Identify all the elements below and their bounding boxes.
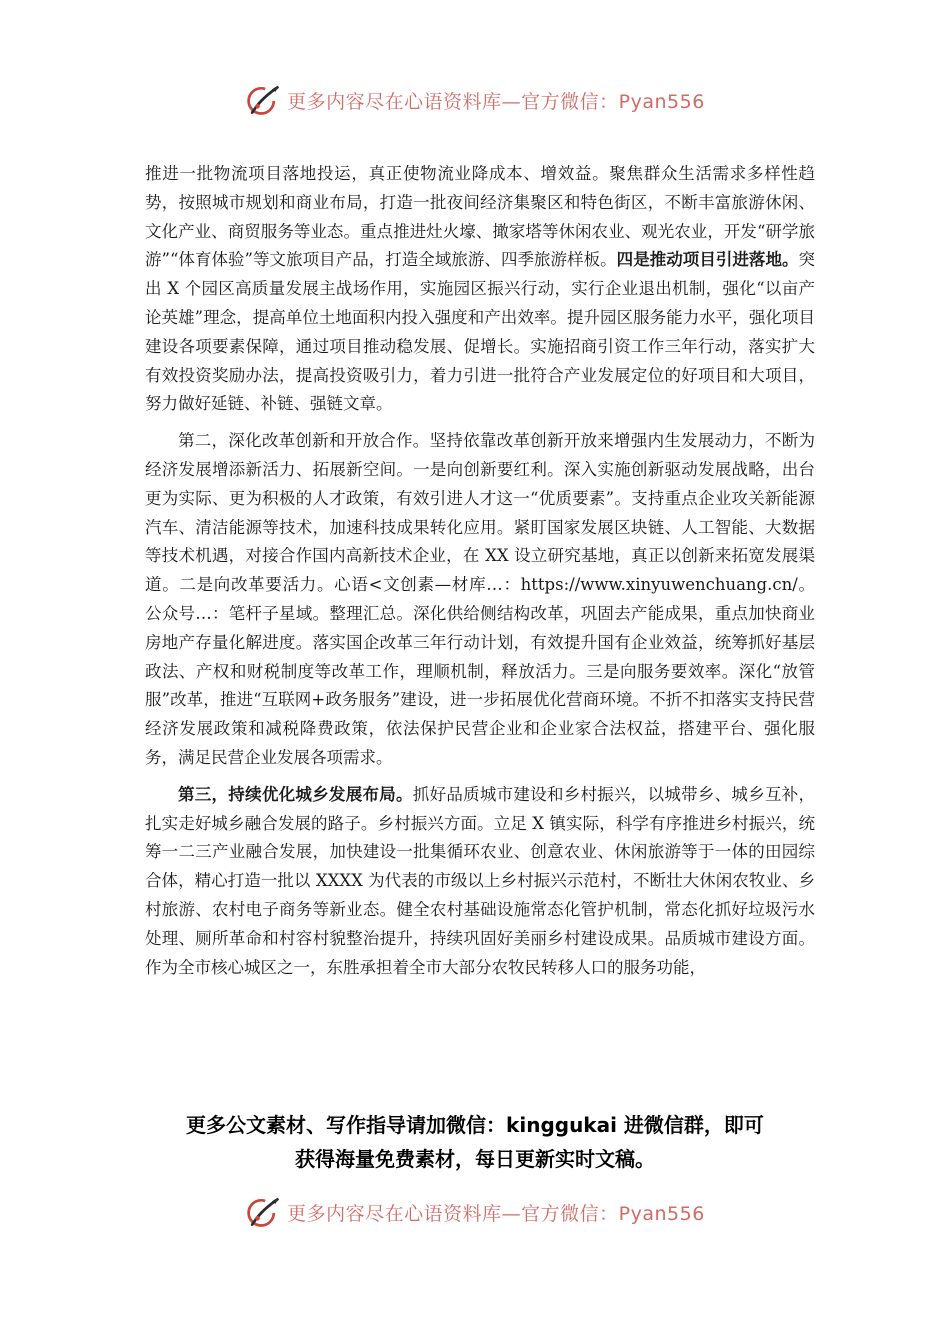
header-banner bbox=[0, 78, 950, 122]
paragraph-text: 抓好品质城市建设和乡村振兴，以城带乡、城乡互补，扎实走好城乡融合发展的路子。乡村振兴方面。立足 X 镇实际，科学有序推进乡村振兴，统筹一二三产业融合发展，加快建设一批集循环农业、创意农业、休闲旅游等于一体的田园综合体，精心打造一批以 XXXX 为代表的市级以上乡村振兴示范村，不断壮大休闲农牧业、乡村旅游、农村电子商务等新业态。健全农村基础设施常态化管护机制，常态化抓好垃圾污水处理、厕所革命和村容村貌整治提升，持续巩固好美丽乡村建设成果。品质城市建设方面。作为全市核心城区之一，东胜承担着全市大部分农牧民转移人口的服务功能， bbox=[145, 784, 816, 977]
footer-wechat-id: Pyan556 bbox=[618, 1202, 705, 1225]
bold-heading-text: 第三，持续优化城乡发展布局。 bbox=[178, 784, 413, 804]
paragraph-1 bbox=[145, 160, 815, 419]
footer-banner bbox=[0, 1190, 950, 1234]
bold-heading-text: 四是推动项目引进落地。 bbox=[616, 250, 799, 270]
promo-line-2: 获得海量免费素材，每日更新实时文稿。 bbox=[295, 1147, 655, 1171]
paragraph-text: 突出 X 个园区高质量发展主战场作用，实施园区振兴行动，实行企业退出机制，强化“以亩产论英雄”理念，提高单位土地面积内投入强度和产出效率。提升园区服务能力水平，强化项目建设各项要素保障，通过项目推动稳发展、促增长。实施招商引资工作三年行动，落实扩大有效投资奖励办法，提高投资吸引力，着力引进一批符合产业发展定位的好项目和大项目，努力做好延链、补链、强链文章。 bbox=[145, 250, 815, 414]
ink-brush-logo-icon bbox=[245, 1194, 281, 1230]
paragraph-text: 推进一批物流项目落地投运，真正使物流业降成本、增效益。聚焦群众生活需求多样性趋势，按照城市规划和商业布局，打造一批夜间经济集聚区和特色街区，不断丰富旅游休闲、文化产业、商贸服务等业态。重点推进灶火壕、撖家塔等休闲农业、观光农业，开发“研学旅游”“体育体验”等文旅项目产品，打造全域旅游、四季旅游样板。 bbox=[145, 164, 815, 270]
ink-brush-logo-icon bbox=[245, 82, 281, 118]
header-wechat-id: Pyan556 bbox=[618, 90, 705, 113]
document-body bbox=[145, 160, 815, 990]
promo-line-1: 更多公文素材、写作指导请加微信：kinggukai 进微信群，即可 bbox=[186, 1113, 764, 1137]
promo-notice bbox=[120, 1108, 830, 1176]
footer-banner-text: 更多内容尽在心语资料库—官方微信：Pyan556 bbox=[287, 1202, 705, 1225]
paragraph-text: 第二，深化改革创新和开放合作。坚持依靠改革创新开放来增强内生发展动力，不断为经济发展增添新活力、拓展新空间。一是向创新要红利。深入实施创新驱动发展战略，出台更为实际、更为积极的人才政策，有效引进人才这一“优质要素”。支持重点企业攻关新能源汽车、清洁能源等技术，加速科技成果转化应用。紧盯国家发展区块链、人工智能、大数据等技术机遇，对接合作国内高新技术企业，在 XX 设立研究基地，真正以创新来拓宽发展渠道。二是向改革要活力。心语<文创素—材库…：https://www.xinyuwenchuang.cn/。公众号…：笔杆子星域。整理汇总。深化供给侧结构改革，巩固去产能成果，重点加快商业房地产存量化解进度。落实国企改革三年行动计划，有效提升国有企业效益，统筹抓好基层政法、产权和财税制度等改革工作，理顺机制，释放活力。三是向服务要效率。深化“放管服”改革，推进“互联网+政务服务”建设，进一步拓展优化营商环境。不折不扣落实支持民营经济发展政策和减税降费政策，依法保护民营企业和企业家合法权益，搭建平台、强化服务，满足民营企业发展各项需求。 bbox=[145, 431, 815, 767]
paragraph-3 bbox=[145, 781, 815, 983]
header-banner-text: 更多内容尽在心语资料库—官方微信：Pyan556 bbox=[287, 90, 705, 113]
paragraph-2 bbox=[145, 427, 815, 773]
